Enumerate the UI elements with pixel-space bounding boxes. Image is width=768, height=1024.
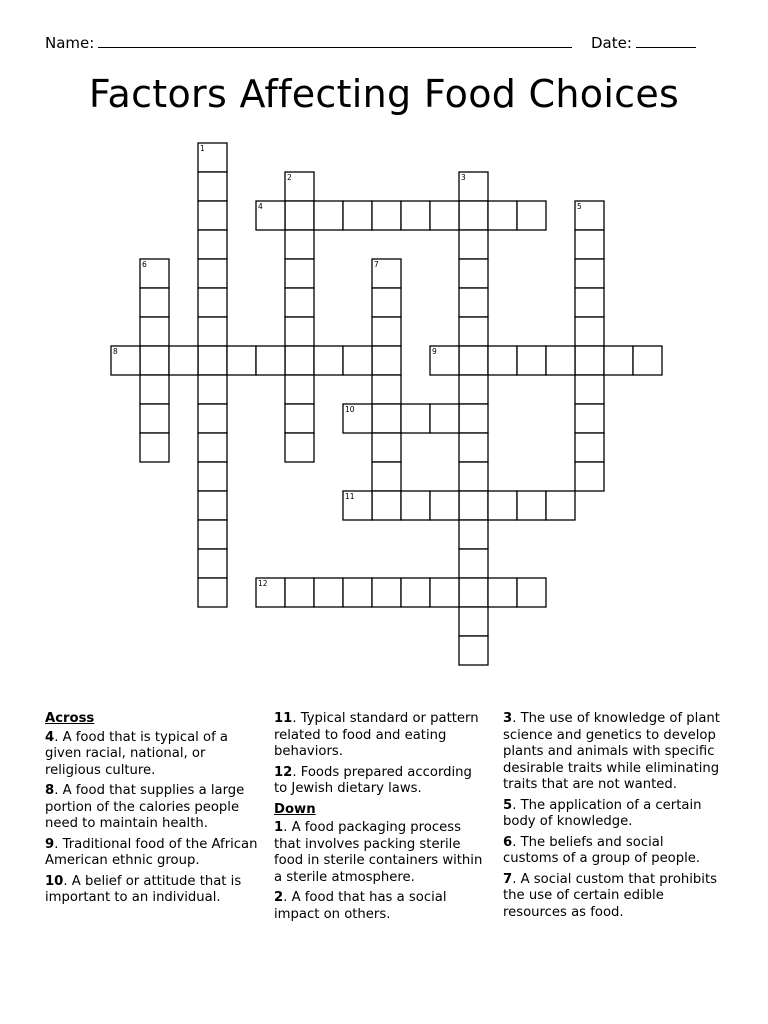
clue-across-11: 11. Typical standard or pattern related to food and eating behaviors.	[274, 711, 479, 759]
grid-cell[interactable]	[575, 346, 604, 375]
grid-cell[interactable]	[401, 578, 430, 607]
grid-cell[interactable]	[140, 317, 169, 346]
grid-cell[interactable]	[285, 230, 314, 259]
grid-cell[interactable]	[372, 462, 401, 491]
clue-number: 6	[142, 260, 147, 269]
grid-cell[interactable]	[343, 578, 372, 607]
grid-cell[interactable]	[401, 201, 430, 230]
clue-across-10: 10. A belief or attitude that is important to an individual.	[45, 873, 242, 905]
clue-down-1: 1. A food packaging process that involves packing sterile food in sterile containers within a sterile atmosphere.	[274, 820, 483, 885]
grid-cell[interactable]	[372, 491, 401, 520]
grid-cell[interactable]	[546, 491, 575, 520]
grid-cell[interactable]	[140, 433, 169, 462]
clue-number: 2	[287, 173, 292, 182]
grid-cell[interactable]	[430, 491, 459, 520]
clue-column-1	[45, 711, 263, 911]
clue-down-6: 6. The beliefs and social customs of a group of people.	[503, 834, 701, 866]
clue-number: 11	[345, 492, 355, 501]
grid-cell[interactable]	[314, 578, 343, 607]
grid-cell[interactable]	[372, 433, 401, 462]
grid-cell[interactable]	[488, 491, 517, 520]
grid-cell[interactable]	[459, 259, 488, 288]
grid-cell[interactable]	[575, 288, 604, 317]
clue-across-9: 9. Traditional food of the African American ethnic group.	[45, 836, 258, 868]
grid-cell[interactable]	[459, 375, 488, 404]
grid-cell[interactable]	[314, 346, 343, 375]
clue-number: 1	[200, 144, 205, 153]
grid-cell[interactable]	[140, 346, 169, 375]
grid-cell[interactable]	[343, 346, 372, 375]
grid-cell[interactable]	[459, 346, 488, 375]
grid-cell[interactable]	[198, 346, 227, 375]
grid-cell[interactable]	[459, 201, 488, 230]
clue-down-5: 5. The application of a certain body of knowledge.	[503, 797, 702, 829]
grid-cell[interactable]	[459, 317, 488, 346]
grid-cell[interactable]	[198, 578, 227, 607]
grid-cell[interactable]	[198, 549, 227, 578]
grid-cell[interactable]	[517, 201, 546, 230]
clue-number: 10	[345, 405, 355, 414]
clue-number: 3	[461, 173, 466, 182]
grid-cell[interactable]	[285, 404, 314, 433]
grid-cell[interactable]	[459, 607, 488, 636]
grid-cell[interactable]	[575, 404, 604, 433]
grid-cell[interactable]	[198, 404, 227, 433]
grid-cell[interactable]	[575, 317, 604, 346]
grid-cell[interactable]	[372, 346, 401, 375]
grid-cell[interactable]	[401, 491, 430, 520]
grid-cell[interactable]	[285, 433, 314, 462]
grid-cell[interactable]	[227, 346, 256, 375]
grid-cell[interactable]	[198, 317, 227, 346]
clue-column-3	[503, 711, 721, 925]
grid-cell[interactable]	[140, 375, 169, 404]
grid-cell[interactable]	[575, 230, 604, 259]
grid-cell[interactable]	[488, 346, 517, 375]
grid-cell[interactable]	[459, 491, 488, 520]
grid-cell[interactable]	[459, 404, 488, 433]
clue-number: 4	[258, 202, 263, 211]
grid-cell[interactable]	[604, 346, 633, 375]
grid-cell[interactable]	[285, 578, 314, 607]
grid-cell[interactable]	[459, 636, 488, 665]
clue-number: 12	[258, 579, 268, 588]
grid-cell[interactable]	[372, 201, 401, 230]
grid-cell[interactable]	[575, 462, 604, 491]
grid-cell[interactable]	[198, 172, 227, 201]
grid-cell[interactable]	[575, 433, 604, 462]
grid-cell[interactable]	[285, 201, 314, 230]
grid-cell[interactable]	[517, 491, 546, 520]
clue-across-4: 4. A food that is typical of a given racial, national, or religious culture.	[45, 729, 229, 778]
grid-cell[interactable]	[198, 462, 227, 491]
grid-cell[interactable]	[488, 201, 517, 230]
grid-cell[interactable]	[401, 404, 430, 433]
grid-cell[interactable]	[285, 346, 314, 375]
across-heading: Across	[45, 711, 95, 726]
grid-cell[interactable]	[343, 201, 372, 230]
grid-cell[interactable]	[488, 578, 517, 607]
grid-cell[interactable]	[372, 404, 401, 433]
grid-cell[interactable]	[575, 259, 604, 288]
grid-cell[interactable]	[198, 491, 227, 520]
grid-cell[interactable]	[314, 201, 343, 230]
down-heading: Down	[274, 801, 316, 817]
clue-across-12: 12. Foods prepared according to Jewish dietary laws.	[274, 764, 472, 796]
grid-cell[interactable]	[140, 288, 169, 317]
grid-cell[interactable]	[459, 549, 488, 578]
grid-cell[interactable]	[169, 346, 198, 375]
clue-across-8: 8. A food that supplies a large portion of the calories people need to maintain health.	[45, 783, 245, 831]
grid-cell[interactable]	[285, 259, 314, 288]
grid-cell[interactable]	[372, 288, 401, 317]
clue-number: 7	[374, 260, 379, 269]
grid-cell[interactable]	[546, 346, 575, 375]
grid-cell[interactable]	[140, 404, 169, 433]
grid-cell[interactable]	[285, 288, 314, 317]
clue-number: 9	[432, 347, 437, 356]
grid-cell[interactable]	[459, 230, 488, 259]
grid-cell[interactable]	[285, 375, 314, 404]
grid-cell[interactable]	[198, 520, 227, 549]
page-title: Factors Affecting Food Choices	[88, 72, 680, 116]
date-label: Date:	[591, 34, 632, 52]
clue-down-3: 3. The use of knowledge of plant science and genetics to develop plants and animals with specific desirable traits while eliminating traits that are not wanted.	[503, 711, 720, 792]
grid-cell[interactable]	[517, 346, 546, 375]
grid-cell[interactable]	[372, 375, 401, 404]
grid-cell[interactable]	[430, 578, 459, 607]
grid-cell[interactable]	[517, 578, 546, 607]
grid-cell[interactable]	[459, 520, 488, 549]
clue-number: 5	[577, 202, 582, 211]
grid-cell[interactable]	[198, 201, 227, 230]
grid-cell[interactable]	[430, 404, 459, 433]
grid-cell[interactable]	[459, 462, 488, 491]
grid-cell[interactable]	[198, 230, 227, 259]
clue-down-2: 2. A food that has a social impact on others.	[274, 890, 447, 922]
grid-cell[interactable]	[198, 259, 227, 288]
clue-down-7: 7. A social custom that prohibits the use of certain edible resources as food.	[503, 871, 717, 920]
grid-cell[interactable]	[372, 578, 401, 607]
grid-cell[interactable]	[285, 317, 314, 346]
grid-cell[interactable]	[633, 346, 662, 375]
grid-cell[interactable]	[575, 375, 604, 404]
grid-cell[interactable]	[198, 375, 227, 404]
clue-number: 8	[113, 347, 118, 356]
grid-cell[interactable]	[459, 288, 488, 317]
grid-cell[interactable]	[459, 578, 488, 607]
grid-cell[interactable]	[372, 317, 401, 346]
clue-column-2	[274, 711, 486, 927]
grid-cell[interactable]	[459, 433, 488, 462]
grid-cell[interactable]	[430, 201, 459, 230]
grid-cell[interactable]	[256, 346, 285, 375]
grid-cell[interactable]	[198, 433, 227, 462]
grid-cell[interactable]	[198, 288, 227, 317]
name-label: Name:	[45, 34, 95, 52]
